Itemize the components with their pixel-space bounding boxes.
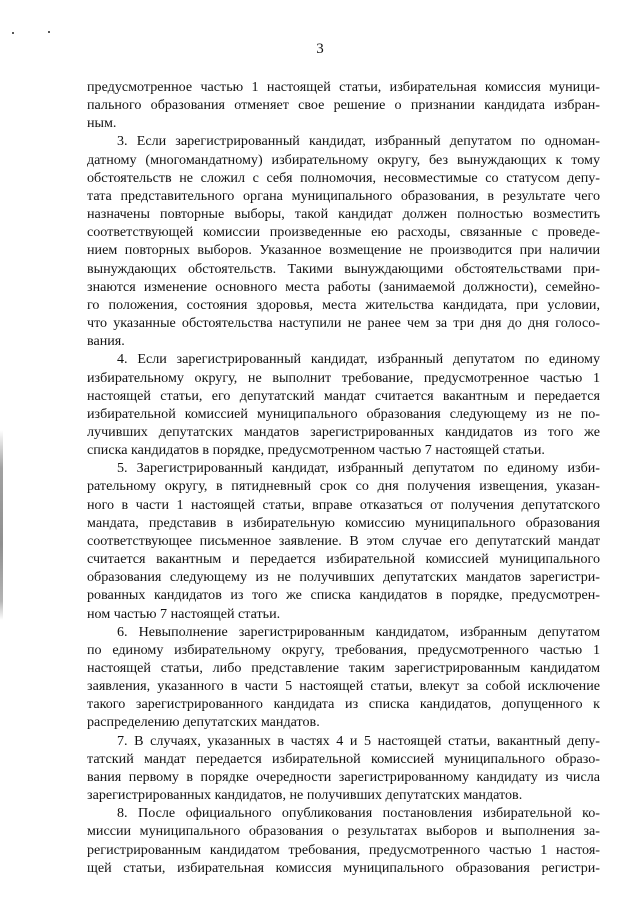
text-line: вынуждающих обстоятельств. Такими вынуждающими обстоятельствами при-	[87, 260, 600, 277]
text-line: списка кандидатов в порядке, предусмотренном частью 7 настоящей статьи.	[87, 442, 545, 459]
text-line: образования следующему из не получивших депутатских мандатов зарегистри-	[87, 569, 600, 586]
paragraph	[87, 459, 600, 622]
paragraph	[87, 804, 600, 877]
text-line: заявления, указанного в части 5 настоящей статьи, влекут за собой исключение	[87, 678, 600, 695]
text-line: ного в части 1 настоящей статьи, вправе отказаться от получения депутатского	[87, 496, 600, 513]
text-line: 7. В случаях, указанных в частях 4 и 5 настоящей статьи, вакантный депу-	[117, 732, 600, 749]
text-line: соответствующей комиссии произведенные ею расходы, связанные с проведе-	[87, 224, 600, 241]
text-line: 5. Зарегистрированный кандидат, избранный депутатом по единому изби-	[117, 460, 600, 477]
scan-speck	[12, 32, 14, 34]
paragraph	[87, 350, 600, 459]
text-line: 6. Невыполнение зарегистрированным кандидатом, избранным депутатом	[117, 623, 600, 640]
text-line: избирательному округу, не выполнит требование, предусмотренное частью 1	[87, 369, 600, 386]
text-line: знаются изменение основного места работы (занимаемой должности), семейно-	[87, 278, 600, 295]
text-line: такого зарегистрированного кандидата из списка кандидатов, допущенного к	[87, 696, 600, 713]
scan-edge-shadow	[0, 430, 3, 620]
text-line: 3. Если зарегистрированный кандидат, избранный депутатом по одноман-	[117, 133, 600, 150]
text-line: избирательной комиссией муниципального образования следующему из не по-	[87, 405, 600, 422]
text-line: вания.	[87, 333, 125, 350]
paragraph	[87, 78, 600, 132]
text-line: тата представительного органа муниципального образования, в результате чего	[87, 187, 600, 204]
text-line: предусмотренное частью 1 настоящей статьи, избирательная комиссия муници-	[87, 79, 600, 95]
text-line: по единому избирательному округу, требования, предусмотренного частью 1	[87, 641, 600, 658]
scan-speck	[48, 31, 50, 33]
text-line: обстоятельств не сложил с себя полномочия, несовместимые со статусом депу-	[87, 169, 600, 186]
text-line: считается вакантным и передается избирательной комиссией муниципального	[87, 551, 600, 568]
text-line: регистрированным кандидатом требования, предусмотренного частью 1 настоя-	[87, 841, 600, 858]
text-line: назначены повторные выборы, такой кандидат должен полностью возместить	[87, 206, 600, 223]
text-line: 8. После официального опубликования постановления избирательной ко-	[117, 805, 600, 822]
text-line: что указанные обстоятельства наступили не ранее чем за три дня до дня голосо-	[87, 315, 600, 332]
text-line: настоящей статьи, либо представление таким зарегистрированным кандидатом	[87, 660, 600, 676]
text-line: рательному округу, в пятидневный срок со дня получения извещения, указан-	[87, 478, 600, 495]
text-line: щей статьи, избирательная комиссия муниципального образования регистри-	[87, 859, 600, 876]
text-line: пального образования отменяет свое решение о признании кандидата избран-	[87, 97, 600, 114]
page-number: 3	[316, 41, 324, 57]
text-line: ным.	[87, 115, 117, 132]
text-line: ном частью 7 настоящей статьи.	[87, 605, 281, 622]
text-line: зарегистрированных кандидатов, не получивших депутатских мандатов.	[87, 787, 523, 804]
document-body	[87, 78, 600, 877]
paragraph	[87, 732, 600, 805]
text-line: го положения, состояния здоровья, места жительства кандидата, при условии,	[87, 296, 600, 313]
text-line: настоящей статьи, его депутатский мандат считается вакантным и передается	[87, 387, 600, 404]
paragraph	[87, 623, 600, 732]
text-line: нием повторных выборов. Указанное возмещение не производится при наличии	[87, 242, 600, 259]
paragraph	[87, 132, 600, 350]
text-line: рованных кандидатов из того же списка кандидатов в порядке, предусмотрен-	[87, 587, 600, 604]
text-line: лучивших депутатских мандатов зарегистрированных кандидатов из того же	[87, 423, 600, 440]
text-line: датному (многомандатному) избирательному округу, без вынуждающих к тому	[87, 151, 600, 168]
text-line: 4. Если зарегистрированный кандидат, избранный депутатом по единому	[117, 351, 600, 368]
text-line: соответствующее письменное заявление. В этом случае его депутатский мандат	[87, 532, 600, 549]
text-line: мандата, представив в избирательную комиссию муниципального образования	[87, 514, 600, 531]
text-line: татский мандат передается избирательной комиссией муниципального образо-	[87, 750, 600, 767]
text-line: распределению депутатских мандатов.	[87, 714, 320, 731]
text-line: вания первому в порядке очередности зарегистрированному кандидату из числа	[87, 768, 600, 785]
text-line: миссии муниципального образования о результатах выборов и выполнения за-	[87, 823, 600, 840]
